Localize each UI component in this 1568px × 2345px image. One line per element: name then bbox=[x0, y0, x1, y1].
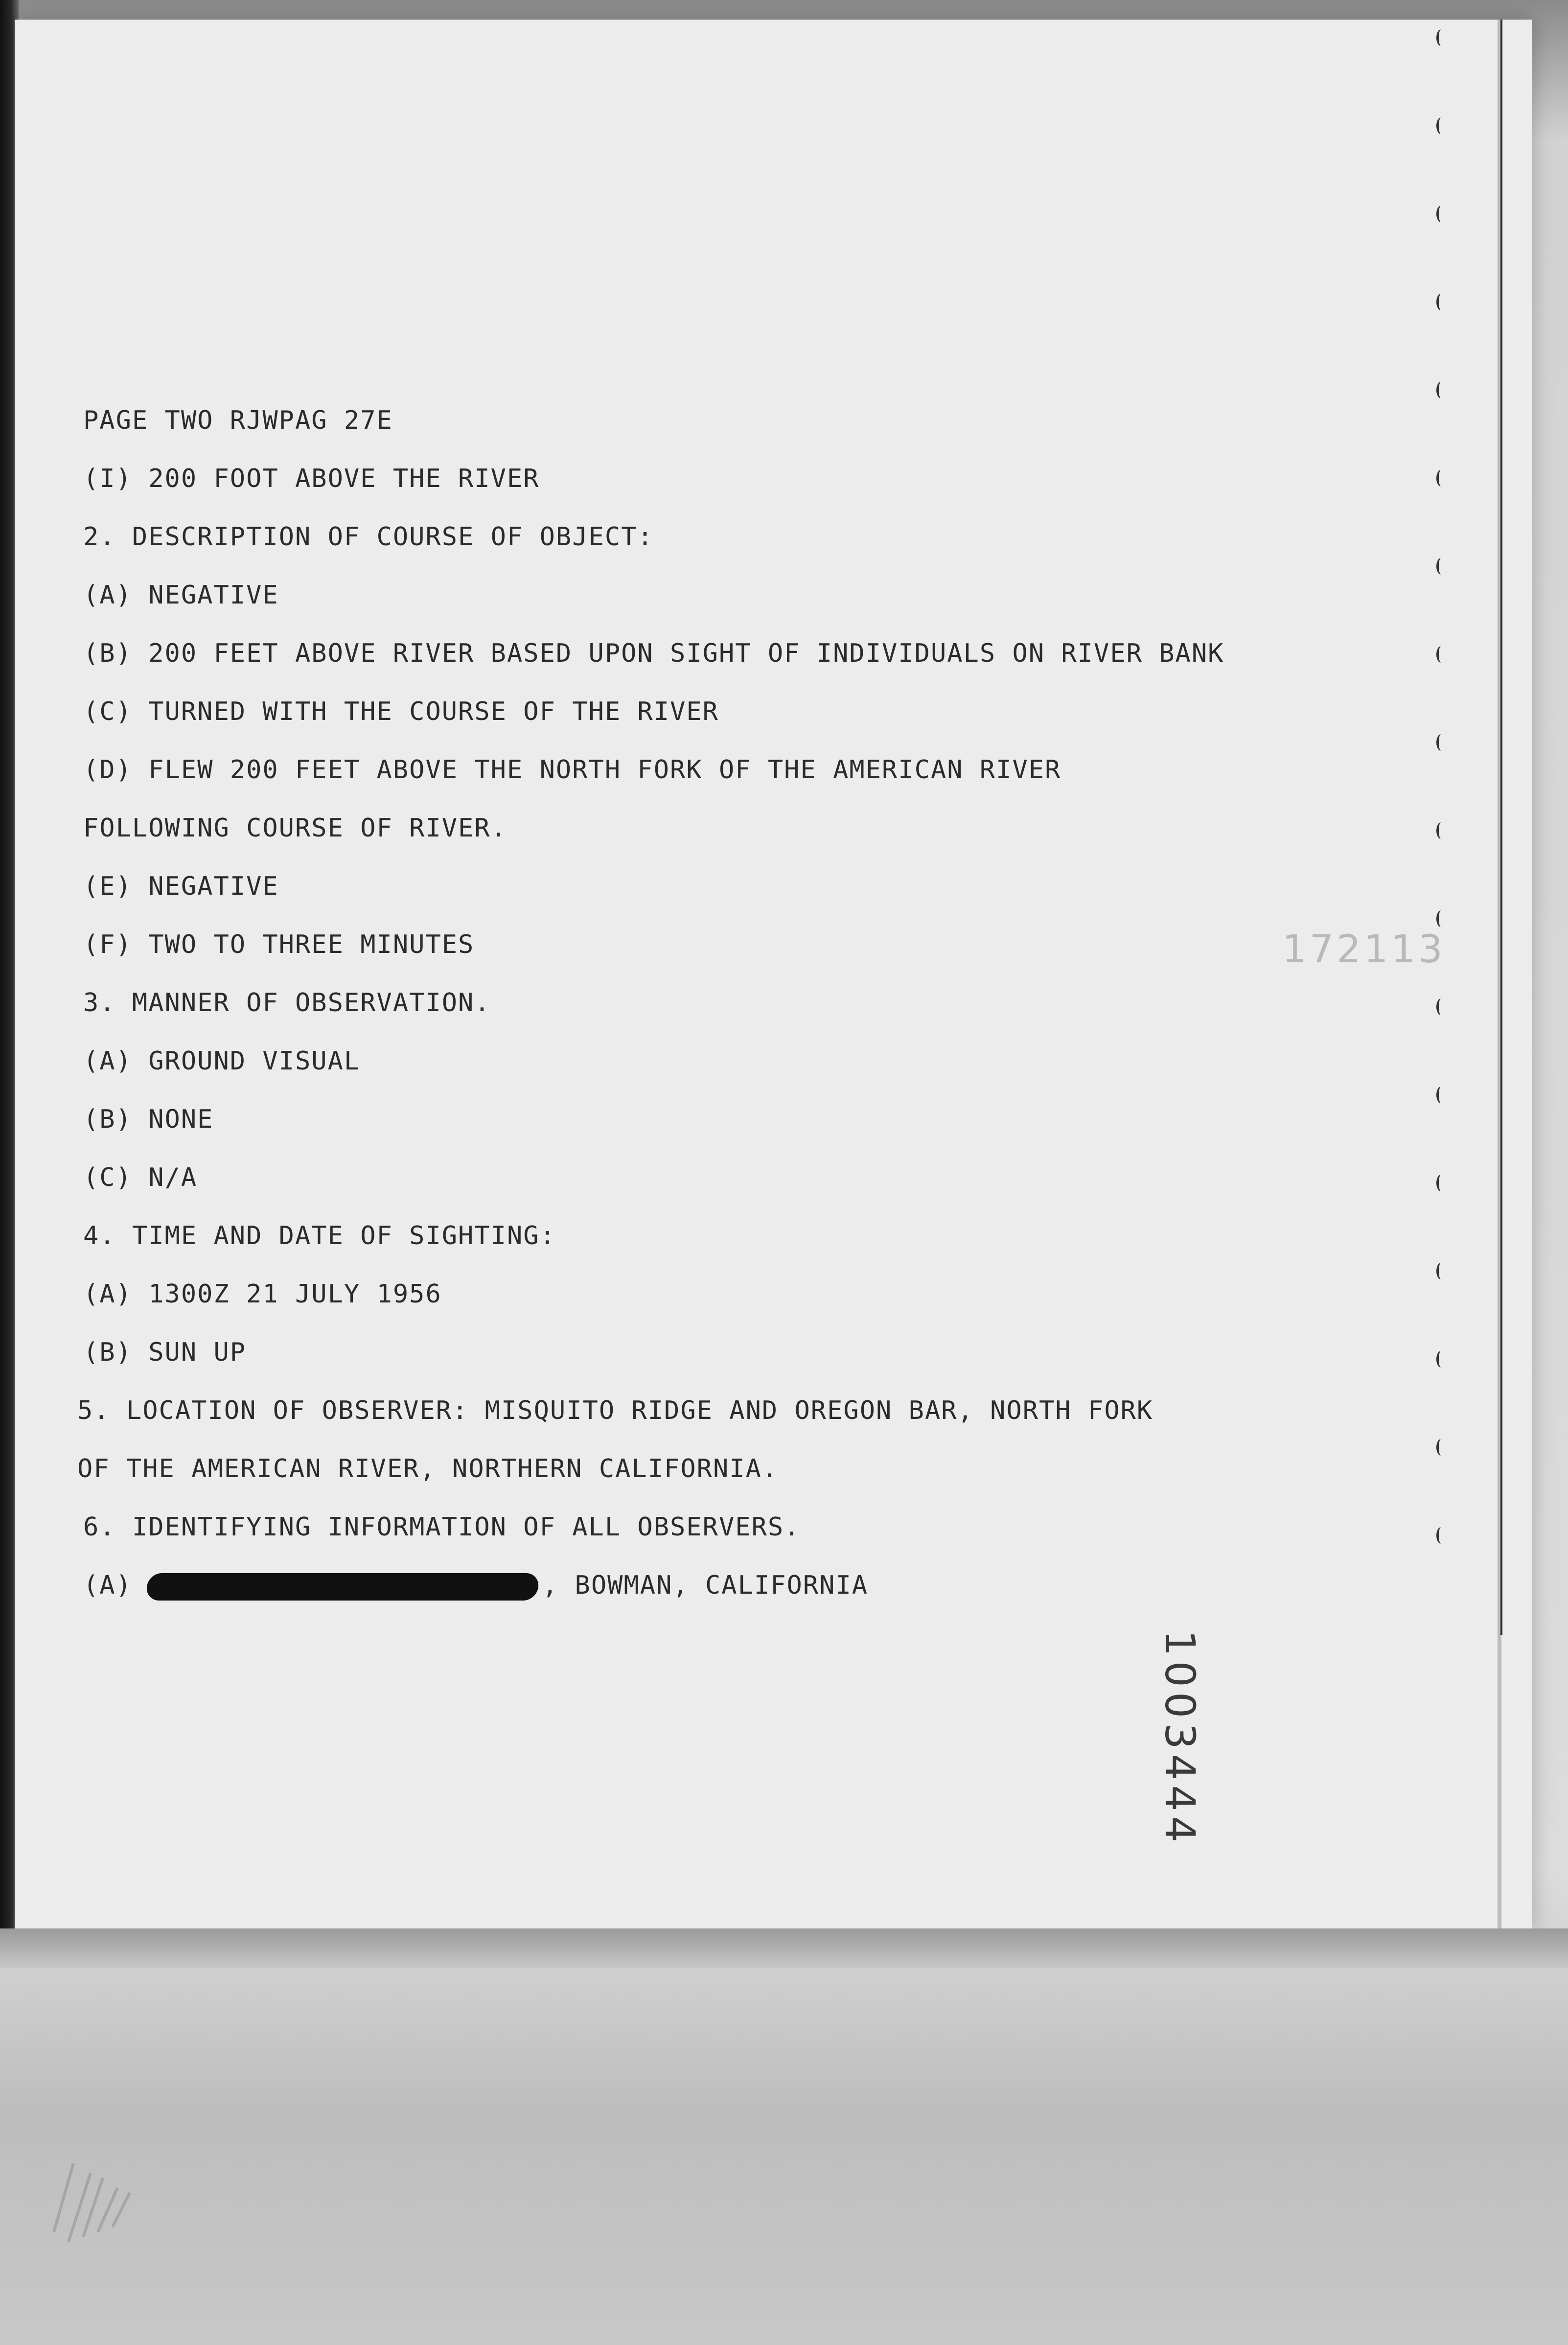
feed-hole-mark bbox=[1436, 1087, 1446, 1103]
redaction-bar bbox=[145, 1573, 540, 1601]
feed-hole-mark bbox=[1436, 646, 1446, 663]
observer-prefix: (A) bbox=[83, 1571, 132, 1600]
document-line: 3. MANNER OF OBSERVATION. bbox=[83, 988, 491, 1018]
feed-hole-mark bbox=[1436, 734, 1446, 751]
document-line: (A) 1300Z 21 JULY 1956 bbox=[83, 1279, 442, 1309]
page-right-rule bbox=[1500, 20, 1502, 1635]
observer-line bbox=[83, 1556, 1405, 1615]
feed-hole-mark bbox=[1436, 1263, 1446, 1279]
feed-hole-mark bbox=[1436, 382, 1446, 398]
document-line: (I) 200 FOOT ABOVE THE RIVER bbox=[83, 464, 540, 493]
feed-hole-mark bbox=[1436, 29, 1446, 46]
feed-hole-mark bbox=[1436, 822, 1446, 839]
page-bottom-shadow bbox=[0, 1928, 1568, 1968]
feed-hole-mark bbox=[1436, 1527, 1446, 1544]
faint-stamp-number: 172113 bbox=[1282, 928, 1446, 972]
document-line: FOLLOWING COURSE OF RIVER. bbox=[83, 813, 507, 843]
feed-hole-mark bbox=[1436, 470, 1446, 487]
document-line: OF THE AMERICAN RIVER, NORTHERN CALIFORNIA. bbox=[77, 1454, 779, 1484]
feed-hole-mark bbox=[1436, 558, 1446, 575]
document-line: (B) SUN UP bbox=[83, 1338, 247, 1367]
document-line: (A) NEGATIVE bbox=[83, 580, 279, 610]
document-line: PAGE TWO RJWPAG 27E bbox=[83, 406, 393, 435]
document-line: (B) 200 FEET ABOVE RIVER BASED UPON SIGHT OF INDIVIDUALS ON RIVER BANK bbox=[83, 639, 1224, 668]
document-body bbox=[77, 392, 1405, 1615]
document-line: 4. TIME AND DATE OF SIGHTING: bbox=[83, 1221, 556, 1251]
document-line: (C) TURNED WITH THE COURSE OF THE RIVER bbox=[83, 697, 719, 726]
document-line: (F) TWO TO THREE MINUTES bbox=[83, 930, 475, 959]
tractor-feed-holes bbox=[1436, 20, 1456, 1635]
feed-hole-mark bbox=[1436, 294, 1446, 310]
feed-hole-mark bbox=[1436, 998, 1446, 1015]
feed-hole-mark bbox=[1436, 910, 1446, 927]
document-line: (A) GROUND VISUAL bbox=[83, 1046, 361, 1076]
feed-hole-mark bbox=[1436, 1439, 1446, 1456]
document-line: (C) N/A bbox=[83, 1163, 198, 1192]
film-scratch-marks bbox=[44, 2105, 161, 2252]
vertical-stamp-number: 1003444 bbox=[1156, 1630, 1204, 1848]
feed-hole-mark bbox=[1436, 117, 1446, 134]
document-line: (E) NEGATIVE bbox=[83, 872, 279, 901]
feed-hole-mark bbox=[1436, 206, 1446, 222]
feed-hole-mark bbox=[1436, 1351, 1446, 1368]
document-line: (B) NONE bbox=[83, 1105, 214, 1134]
document-line: 5. LOCATION OF OBSERVER: MISQUITO RIDGE AND OREGON BAR, NORTH FORK bbox=[77, 1396, 1153, 1425]
feed-hole-mark bbox=[1436, 1175, 1446, 1191]
document-line: (D) FLEW 200 FEET ABOVE THE NORTH FORK OF THE AMERICAN RIVER bbox=[83, 755, 1061, 785]
document-line: 2. DESCRIPTION OF COURSE OF OBJECT: bbox=[83, 522, 654, 552]
observer-location: , BOWMAN, CALIFORNIA bbox=[542, 1571, 869, 1600]
document-line: 6. IDENTIFYING INFORMATION OF ALL OBSERVERS. bbox=[83, 1512, 801, 1542]
